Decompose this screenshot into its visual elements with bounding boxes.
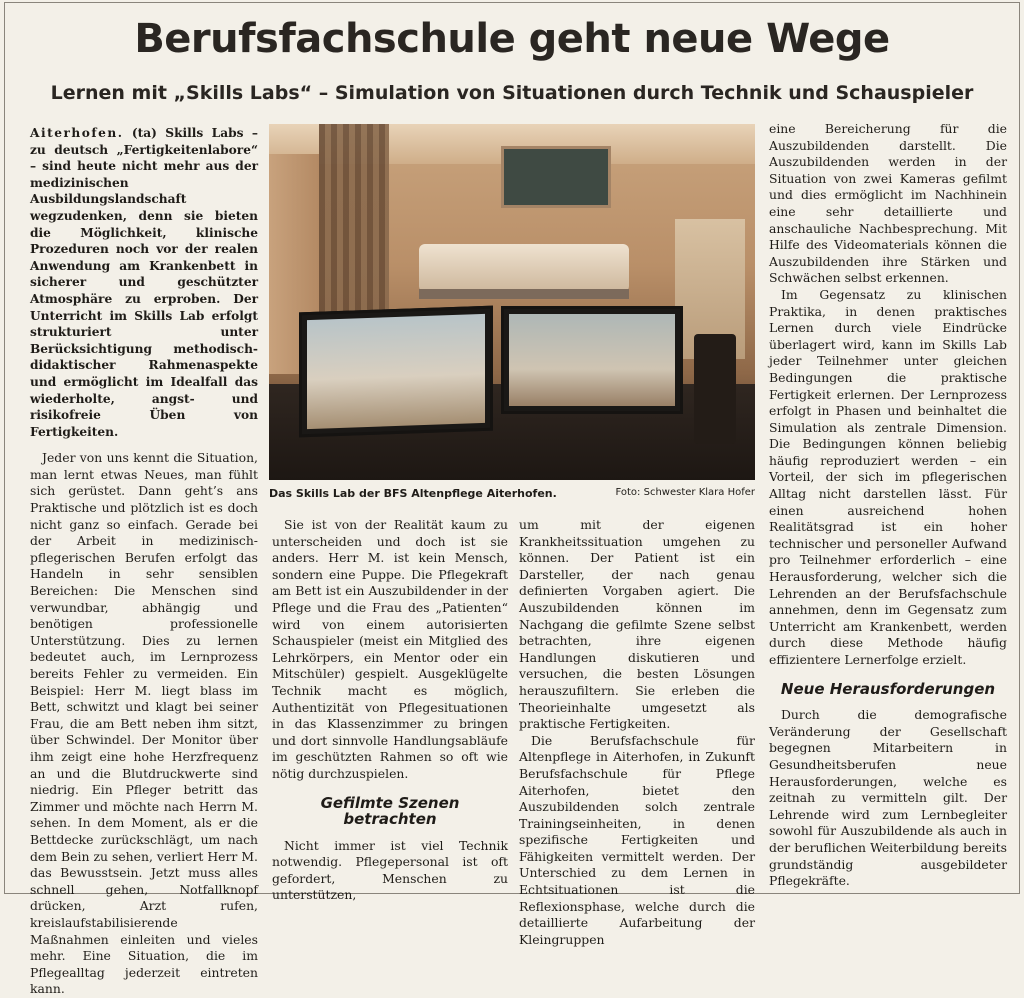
- monitor-right: [501, 306, 683, 414]
- photo-caption: Das Skills Lab der BFS Altenpflege Aiterhofen.: [269, 487, 557, 500]
- body-paragraph: Sie ist von der Realität kaum zu unterscheiden und doch ist sie anders. Herr M. ist kein Mensch, sondern eine Puppe. Die Pflegekraft am Bett ist ein Auszubildender in der Pflege und die Frau des „Patienten“ wird von einem autorisierten Schauspieler (meist ein Mitglied des Lehrkörpers, ein Mentor oder ein Mitschüler) gespielt. Ausgeklügelte Technik macht es möglich, Authentizität von Pflegesituationen in das Klassenzimmer zu bringen und dort sinnvolle Handlungsabläufe im geschützten Rahmen so oft wie nötig durchzuspielen.: [272, 517, 508, 781]
- dateline: Aiterhofen.: [30, 126, 124, 140]
- article-column-3: [519, 517, 755, 948]
- body-paragraph: Jeder von uns kennt die Situation, man lernt etwas Neues, man fühlt sich gerüstet. Dann geht’s ans Praktische und plötzlich ist es doch nicht ganz so einfach. Gerade bei der Arbeit in medizinisch-pflegerischen Berufen erfolgt das Handeln in sehr sensiblen Bereichen: Die Menschen sind verwundbar, abhängig und benötigen professionelle Unterstützung. Dies zu lernen bedeutet auch, im Lernprozess bereits Fehler zu vermeiden. Ein Beispiel: Herr M. liegt blass im Bett, schwitzt und klagt bei seiner Frau, die am Bett neben ihm sitzt, über Schwindel. Der Monitor über ihm zeigt eine hohe Herzfrequenz an und die Blutdruckwerte sind niedrig. Ein Pfleger betritt das Zimmer und möchte nach Herrn M. sehen. In dem Moment, als er die Bettdecke zurückschlägt, um nach dem Bein zu sehen, verliert Herr M. das Bewusstsein. Jetzt muss alles schnell gehen, Notfallknopf drücken, Arzt rufen, kreislaufstabilisierende Maßnahmen einleiten und vieles mehr. Eine Situation, die im Pflegealltag jederzeit eintreten kann.: [30, 450, 258, 997]
- article-column-4: [769, 121, 1007, 890]
- article-column-2: [272, 517, 508, 904]
- article-photo: [269, 124, 755, 480]
- body-paragraph: um mit der eigenen Krankheitssituation umgehen zu können. Der Patient ist ein Darsteller, der nach genau definierten Vorgaben agiert. Die Auszubildenden können im Nachgang die gefilmte Szene selbst betrachten, ihre eigenen Handlungen diskutieren und versuchen, die besten Lösungen herauszufiltern. Sie erleben die Theorieinhalte umgesetzt als praktische Fertigkeiten.: [519, 517, 755, 732]
- subheadline: Lernen mit „Skills Labs“ – Simulation von Situationen durch Technik und Schauspieler: [50, 82, 974, 104]
- lead-paragraph: [30, 125, 258, 440]
- body-paragraph: Nicht immer ist viel Technik notwendig. Pflegepersonal ist oft gefordert, Menschen zu unterstützen,: [272, 837, 508, 903]
- headline: Berufsfachschule geht neue Wege: [134, 16, 890, 62]
- body-paragraph: Durch die demografische Veränderung der Gesellschaft begegnen Mitarbeitern in Gesundheitsberufen neue Herausforderungen, welche es zeitnah zu vermitteln gilt. Der Lehrende wird zum Lernbegleiter sowohl für Auszubildende als auch in der beruflichen Weiterbildung bereits grundständig ausgebildeter Pflegekräfte.: [769, 707, 1007, 889]
- photo-credit: Foto: Schwester Klara Hofer: [615, 487, 755, 498]
- photo-caption-bar: [269, 487, 755, 500]
- body-paragraph: Im Gegensatz zu klinischen Praktika, in denen praktisches Lernen durch viele Eindrücke überlagert wird, kann im Skills Lab jeder Teilnehmer unter gleichen Bedingungen die praktische Fertigkeit erlernen. Der Lernprozess erfolgt in Phasen und beinhaltet die Simulation als zentrale Dimension. Die Bedingungen können beliebig häufig reproduziert werden – ein Vorteil, der sich im pflegerischen Alltag nicht darstellen lässt. Für einen ausreichend hohen Realitätsgrad ist ein hoher technischer und personeller Aufwand pro Teilnehmer erforderlich – eine Herausforderung, welcher sich die Lehrenden an der Berufsfachschule annehmen, denn im Gegensatz zum Unterricht am Krankenbett, werden durch diese Methode häufig effizientere Lernerfolge erzielt.: [769, 286, 1007, 667]
- article-column-1: [30, 125, 258, 998]
- section-heading: Neue Herausforderungen: [780, 679, 996, 698]
- body-paragraph: eine Bereicherung für die Auszubildenden darstellt. Die Auszubildenden werden in der Situation von zwei Kameras gefilmt und dies ermöglicht im Nachhinein eine sehr detaillierte und anschauliche Nachbesprechung. Mit Hilfe des Videomaterials können die Auszubildenden ihre Stärken und Schwächen selbst erkennen.: [769, 121, 1007, 286]
- body-paragraph: Die Berufsfachschule für Altenpflege in Aiterhofen, in Zukunft Berufsfachschule für Pflege Aiterhofen, bietet den Auszubildenden solch zentrale Trainingseinheiten, in denen spezifische Fertigkeiten und Fähigkeiten vermittelt werden. Der Unterschied zu dem Lernen in Echtsituationen ist die Reflexionsphase, welche durch die detaillierte Aufarbeitung der Kleingruppen: [519, 732, 755, 947]
- section-heading: Gefilmte Szenen betrachten: [320, 793, 460, 829]
- monitor-left: [299, 306, 493, 438]
- lead-text: (ta) Skills Labs – zu deutsch „Fertigkeitenlabore“ – sind heute nicht mehr aus der medizinischen Ausbildungslandschaft wegzudenken, denn sie bieten die Möglichkeit, klinische Prozeduren noch vor der realen Anwendung am Krankenbett in sicherer und geschützter Atmosphäre zu erproben. Der Unterricht im Skills Lab erfolgt strukturiert unter Berücksichtigung methodisch-didaktischer Rahmenaspekte und ermöglicht im Idealfall das wiederholte, angst- und risikofreie Üben von Fertigkeiten.: [30, 126, 258, 439]
